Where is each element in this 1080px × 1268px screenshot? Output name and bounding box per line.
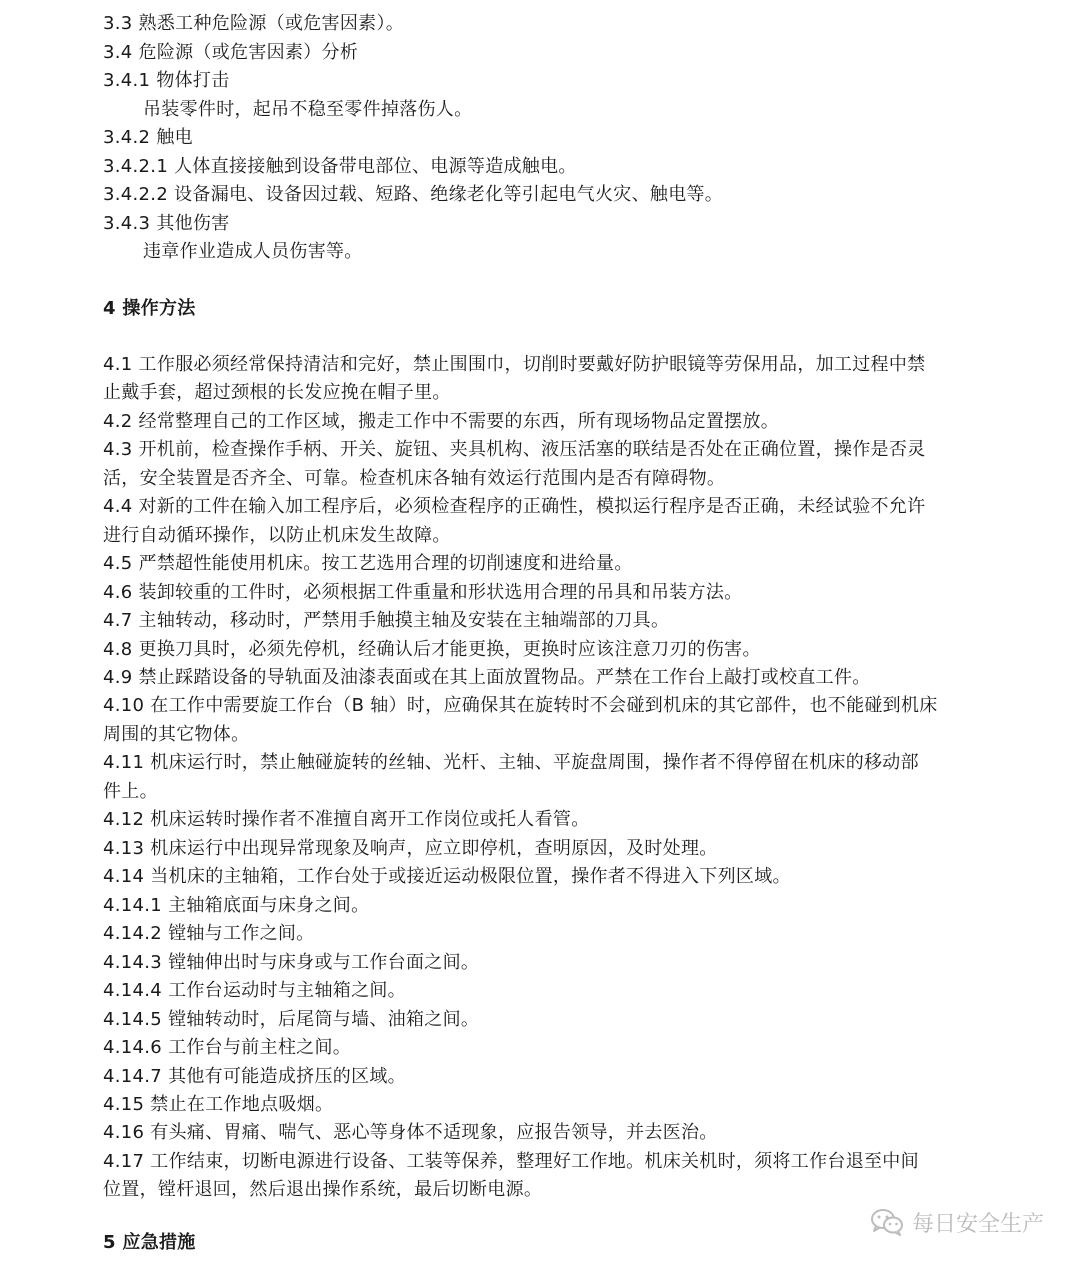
text-line: 4.6 装卸较重的工件时，必须根据工件重量和形状选用合理的吊具和吊装方法。 <box>103 582 743 603</box>
text-line: 4.14.2 镗轴与工作之间。 <box>103 923 315 944</box>
text-line: 4.5 严禁超性能使用机床。按工艺选用合理的切削速度和进给量。 <box>103 553 633 574</box>
text-line: 4.17 工作结束，切断电源进行设备、工装等保养，整理好工作地。机床关机时，须将工作台退至中间 <box>103 1151 919 1172</box>
text-line: 进行自动循环操作，以防止机床发生故障。 <box>103 525 451 546</box>
text-line: 3.4.1 物体打击 <box>103 70 230 91</box>
text-line: 4.12 机床运转时操作者不准擅自离开工作岗位或托人看管。 <box>103 809 590 830</box>
text-line: 4.15 禁止在工作地点吸烟。 <box>103 1094 334 1115</box>
text-line: 3.4 危险源（或危害因素）分析 <box>103 42 359 63</box>
text-line: 4.13 机床运行中出现异常现象及响声，应立即停机，查明原因，及时处理。 <box>103 838 718 859</box>
text-line: 4.8 更换刀具时，必须先停机，经确认后才能更换，更换时应该注意刀刃的伤害。 <box>103 639 761 660</box>
text-line: 4.9 禁止踩踏设备的导轨面及油漆表面或在其上面放置物品。严禁在工作台上敲打或校直工件。 <box>103 667 871 688</box>
wechat-icon <box>870 1208 904 1236</box>
section-heading: 4 操作方法 <box>103 298 196 319</box>
text-line: 4.14.1 主轴箱底面与床身之间。 <box>103 895 370 916</box>
text-line: 4.7 主轴转动，移动时，严禁用手触摸主轴及安装在主轴端部的刀具。 <box>103 610 670 631</box>
text-line: 4.3 开机前，检查操作手柄、开关、旋钮、夹具机构、液压活塞的联结是否处在正确位置，操作是否灵 <box>103 439 926 460</box>
text-line: 4.14.5 镗轴转动时，后尾筒与墙、油箱之间。 <box>103 1009 480 1030</box>
text-line: 4.14 当机床的主轴箱，工作台处于或接近运动极限位置，操作者不得进入下列区域。 <box>103 866 791 887</box>
text-line: 4.4 对新的工件在输入加工程序后，必须检查程序的正确性，模拟运行程序是否正确，未经试验不允许 <box>103 496 926 517</box>
text-line: 4.2 经常整理自己的工作区域，搬走工作中不需要的东西，所有现场物品定置摆放。 <box>103 411 780 432</box>
text-line: 4.14.6 工作台与前主柱之间。 <box>103 1037 352 1058</box>
text-line: 4.14.4 工作台运动时与主轴箱之间。 <box>103 980 406 1001</box>
text-line: 止戴手套，超过颈根的长发应挽在帽子里。 <box>103 382 451 403</box>
watermark-text: 每日安全生产 <box>911 1211 1044 1237</box>
text-line: 4.1 工作服必须经常保持清洁和完好，禁止围围巾，切削时要戴好防护眼镜等劳保用品，加工过程中禁 <box>103 354 926 375</box>
text-line: 3.4.3 其他伤害 <box>103 213 230 234</box>
text-line: 3.4.2.2 设备漏电、设备因过载、短路、绝缘老化等引起电气火灾、触电等。 <box>103 184 724 205</box>
text-line: 4.11 机床运行时，禁止触碰旋转的丝轴、光杆、主轴、平旋盘周围，操作者不得停留在机床的移动部 <box>103 752 919 773</box>
watermark <box>870 1204 1044 1240</box>
text-line: 周围的其它物体。 <box>103 724 250 745</box>
text-line: 4.14.3 镗轴伸出时与床身或与工作台面之间。 <box>103 952 480 973</box>
text-line: 4.16 有头痛、胃痛、喘气、恶心等身体不适现象，应报告领导，并去医治。 <box>103 1122 718 1143</box>
text-line: 件上。 <box>103 781 158 802</box>
text-line: 3.3 熟悉工种危险源（或危害因素）。 <box>103 13 405 34</box>
text-line: 违章作业造成人员伤害等。 <box>143 241 363 262</box>
text-line: 3.4.2.1 人体直接接触到设备带电部位、电源等造成触电。 <box>103 156 577 177</box>
section-heading: 5 应急措施 <box>103 1232 196 1253</box>
text-line: 3.4.2 触电 <box>103 127 193 148</box>
text-line: 位置，镗杆退回，然后退出操作系统，最后切断电源。 <box>103 1179 543 1200</box>
text-line: 4.14.7 其他有可能造成挤压的区域。 <box>103 1066 406 1087</box>
text-line: 活，安全装置是否齐全、可靠。检查机床各轴有效运行范围内是否有障碍物。 <box>103 468 726 489</box>
text-line: 吊装零件时，起吊不稳至零件掉落伤人。 <box>143 99 473 120</box>
text-line: 4.10 在工作中需要旋工作台（B 轴）时，应确保其在旋转时不会碰到机床的其它部件，也不能碰到机床 <box>103 695 938 716</box>
